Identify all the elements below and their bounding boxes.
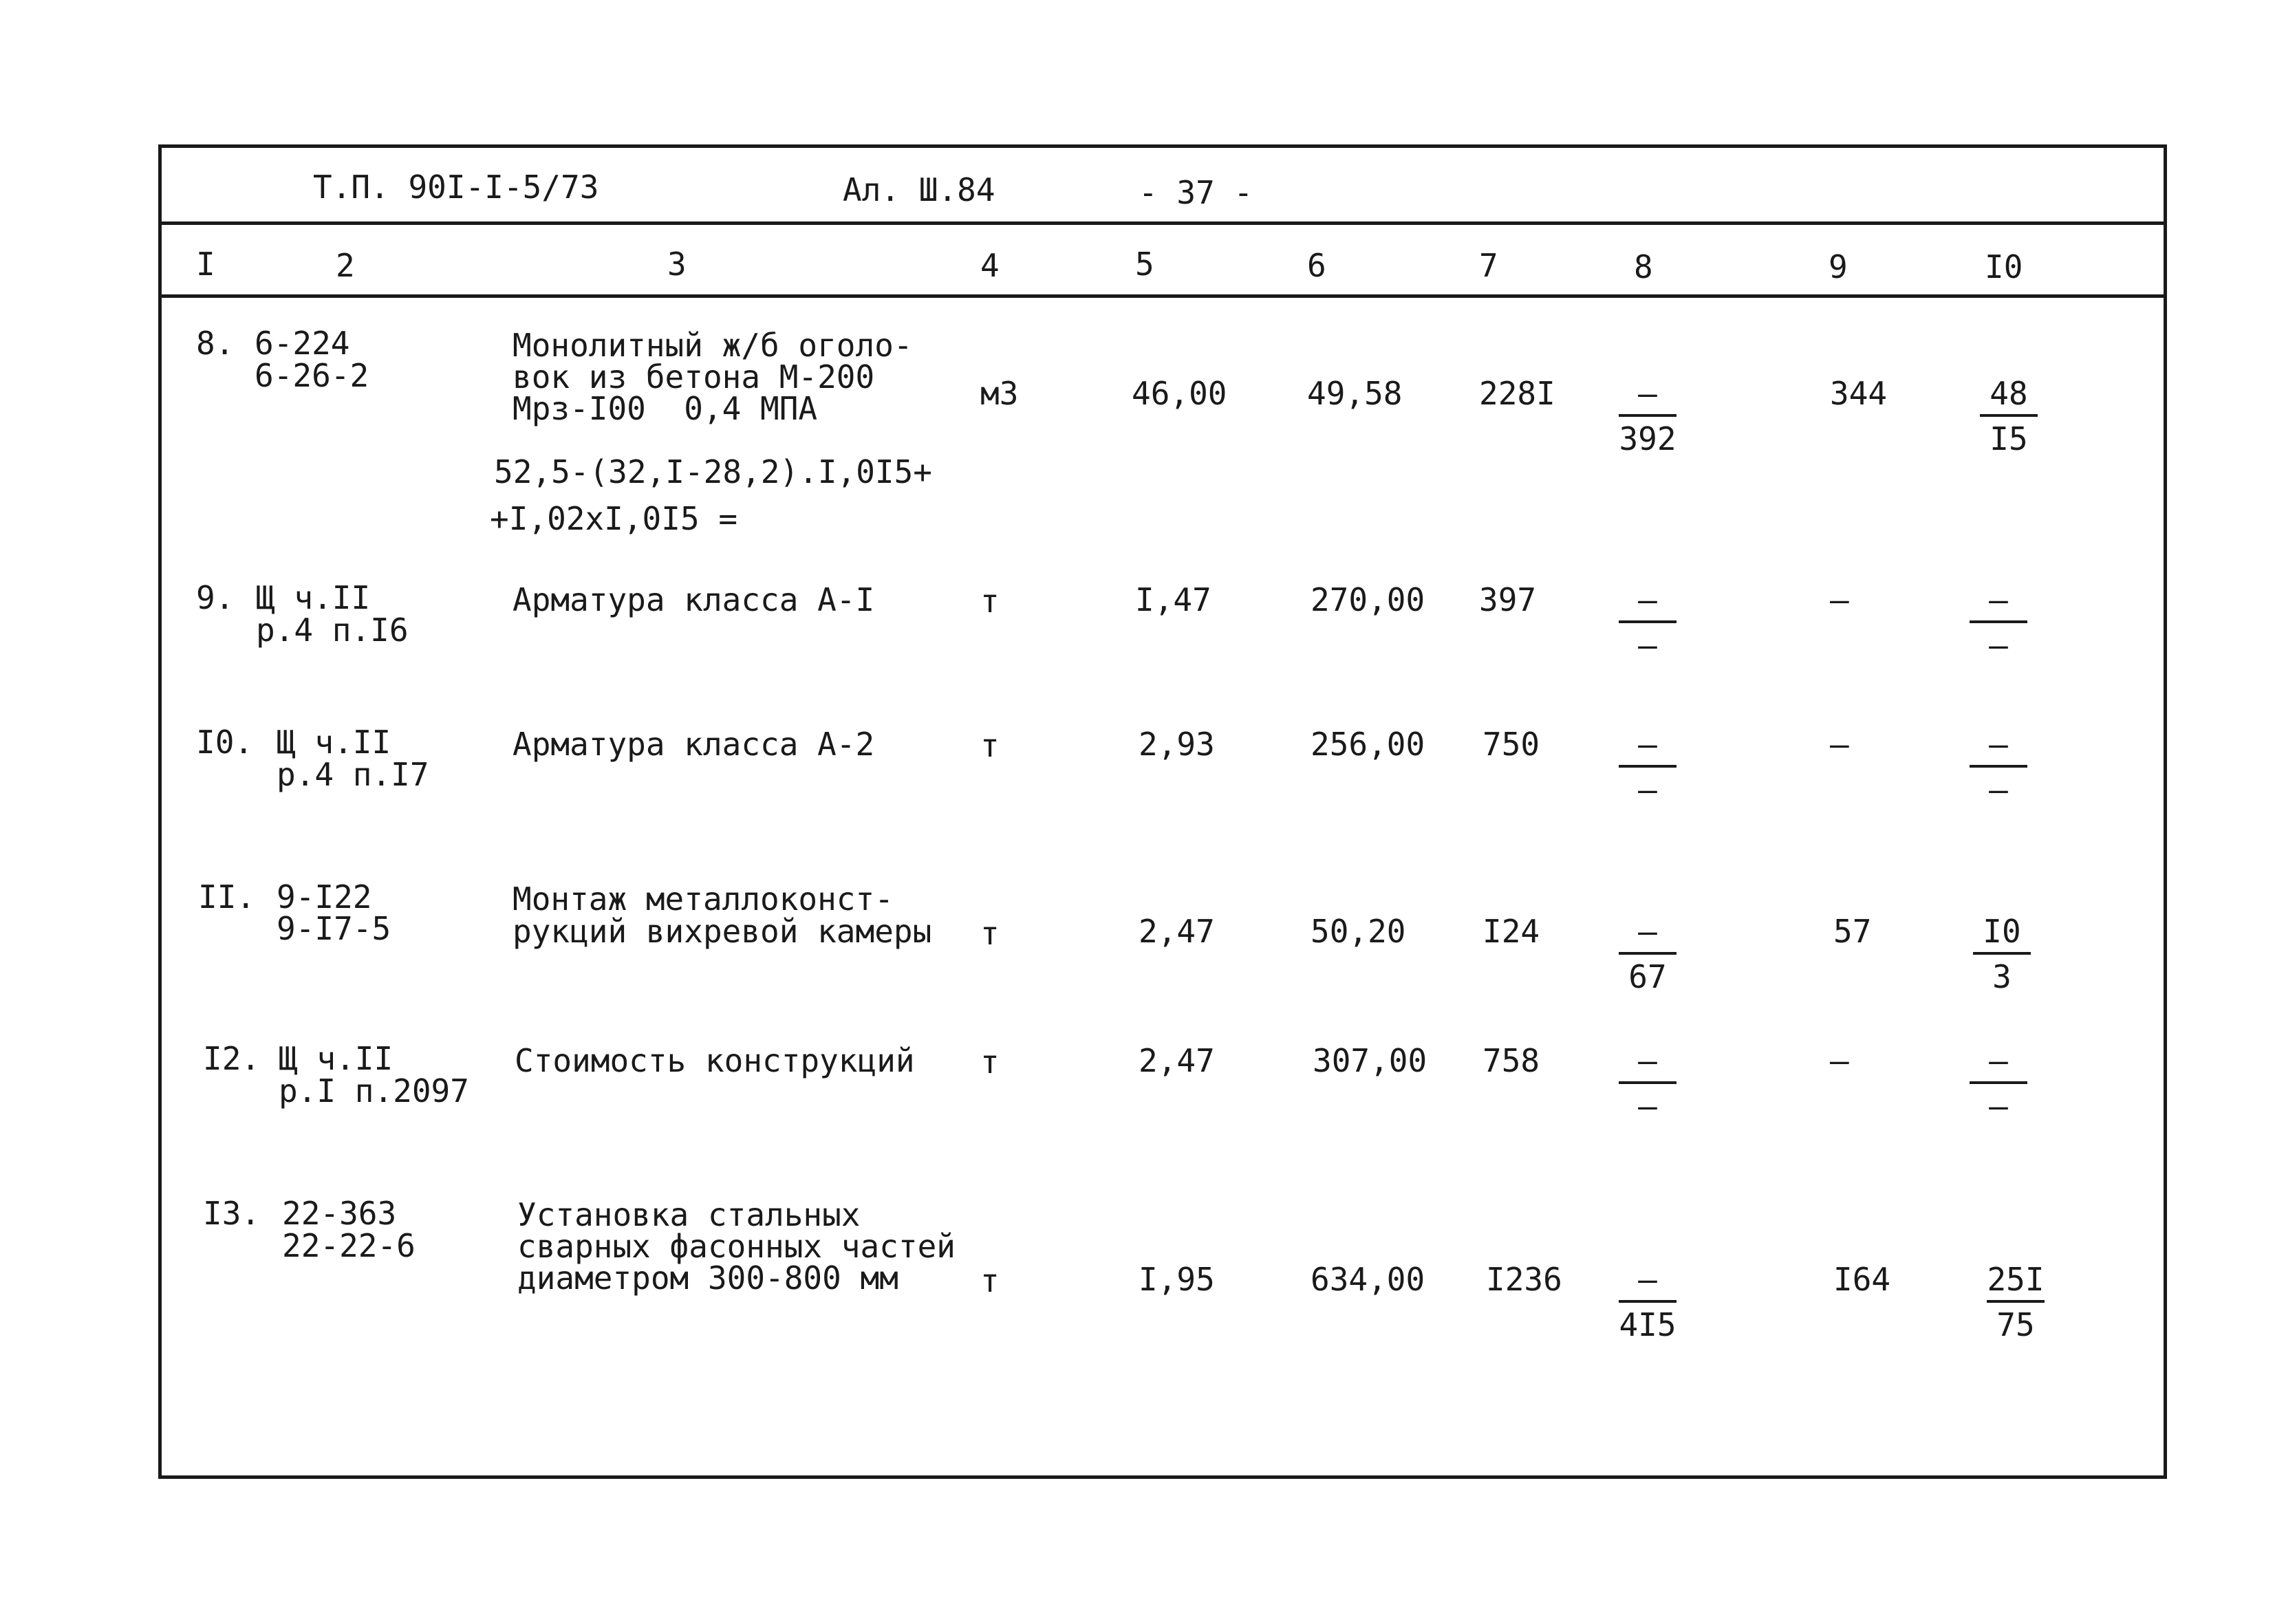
fraction-col8: – – — [1613, 1044, 1682, 1123]
fraction-col10: 48 I5 — [1974, 377, 2043, 455]
total-cost: 750 — [1482, 726, 1540, 763]
row-number: I2. — [203, 1040, 261, 1077]
work-description: Монтаж металлоконст- — [513, 880, 894, 918]
column-header: 2 — [336, 247, 355, 284]
quantity: 2,93 — [1139, 726, 1215, 763]
column-header: 9 — [1829, 248, 1848, 285]
row-number: 8. — [196, 325, 235, 362]
fraction-col10: – – — [1964, 728, 2033, 806]
unit-price: 50,20 — [1311, 913, 1406, 950]
quantity: 2,47 — [1139, 1042, 1215, 1079]
quantity: 46,00 — [1132, 375, 1227, 412]
work-description: Арматура класса А-2 — [513, 726, 875, 763]
col9-value: 344 — [1830, 375, 1888, 412]
row-number: 9. — [196, 579, 235, 616]
unit-price: 307,00 — [1313, 1042, 1427, 1079]
total-cost: I24 — [1482, 913, 1540, 950]
column-header: 8 — [1634, 248, 1653, 285]
column-header: I0 — [1985, 248, 2023, 285]
unit-price: 270,00 — [1311, 581, 1425, 618]
norm-code: 6-224 — [255, 325, 350, 362]
row-number: I0. — [196, 724, 254, 761]
norm-code: р.4 п.I6 — [256, 611, 409, 649]
norm-code: р.4 п.I7 — [277, 756, 429, 793]
work-description: Монолитный ж/б оголо- — [513, 327, 913, 364]
fraction-col8: – 392 — [1619, 375, 1676, 457]
album-number: Ал. Ш.84 — [843, 171, 995, 208]
col9-value: 57 — [1833, 913, 1872, 950]
work-description: Арматура класса А-I — [513, 581, 875, 618]
volume-formula: 52,5-(32,I-28,2).I,0I5+ — [494, 453, 932, 490]
doc-code: Т.П. 90I-I-5/73 — [313, 169, 599, 206]
column-header: 7 — [1479, 247, 1498, 284]
col9-value: I64 — [1833, 1261, 1891, 1298]
unit-price: 49,58 — [1307, 375, 1403, 412]
norm-code: 22-363 — [282, 1195, 397, 1232]
fraction-col10: 25I 75 — [1987, 1261, 2045, 1343]
unit-price: 634,00 — [1311, 1261, 1425, 1298]
volume-formula: +I,02xI,0I5 = — [490, 500, 738, 537]
fraction-col8: – 67 — [1613, 915, 1682, 993]
fraction-col8: – 4I5 — [1619, 1261, 1676, 1343]
norm-code: Щ ч.II — [256, 579, 371, 616]
work-description: рукций вихревой камеры — [513, 913, 932, 950]
column-header: 6 — [1307, 247, 1326, 284]
work-description: Установка стальных — [517, 1196, 861, 1233]
quantity: 2,47 — [1139, 913, 1215, 950]
quantity: I,47 — [1135, 581, 1211, 618]
total-cost: 758 — [1482, 1042, 1540, 1079]
header-divider — [158, 221, 2167, 225]
col9-value: – — [1830, 581, 1849, 618]
unit-price: 256,00 — [1311, 726, 1425, 763]
unit: м3 — [980, 375, 1019, 412]
page-number: - 37 - — [1139, 174, 1253, 211]
fraction-col10: I0 3 — [1967, 915, 2036, 993]
fraction-col8: – – — [1613, 583, 1682, 662]
column-header: 5 — [1135, 246, 1154, 283]
work-description: Мрз-I00 0,4 МПА — [513, 390, 818, 427]
work-description: диаметром 300-800 мм — [517, 1259, 898, 1297]
unit: т — [980, 1043, 1000, 1081]
col9-value: – — [1830, 1042, 1849, 1079]
norm-code: 9-I22 — [277, 878, 372, 916]
fraction-col10: – – — [1964, 1044, 2033, 1123]
unit: т — [980, 583, 1000, 620]
column-header: 3 — [667, 246, 687, 283]
unit: т — [980, 1262, 1000, 1299]
column-header: 4 — [980, 247, 1000, 284]
total-cost: I236 — [1486, 1261, 1562, 1298]
column-header: I — [196, 246, 215, 283]
norm-code: Щ ч.II — [279, 1040, 393, 1077]
norm-code: 22-22-6 — [282, 1227, 416, 1264]
unit: т — [980, 915, 1000, 952]
col9-value: – — [1830, 726, 1849, 763]
norm-code: Щ ч.II — [277, 724, 391, 761]
unit: т — [980, 727, 1000, 764]
work-description: вок из бетона М-200 — [513, 358, 875, 396]
row-number: I3. — [203, 1195, 261, 1232]
quantity: I,95 — [1139, 1261, 1215, 1298]
column-header-divider — [158, 294, 2167, 298]
fraction-col8: – – — [1613, 728, 1682, 806]
work-description: сварных фасонных частей — [517, 1228, 956, 1265]
row-number: II. — [198, 878, 256, 916]
norm-code: р.I п.2097 — [279, 1072, 469, 1109]
total-cost: 228I — [1479, 375, 1555, 412]
fraction-col10: – – — [1964, 583, 2033, 662]
total-cost: 397 — [1479, 581, 1537, 618]
work-description: Стоимость конструкций — [515, 1042, 915, 1079]
norm-code: 9-I7-5 — [277, 910, 391, 947]
norm-code: 6-26-2 — [255, 357, 369, 394]
